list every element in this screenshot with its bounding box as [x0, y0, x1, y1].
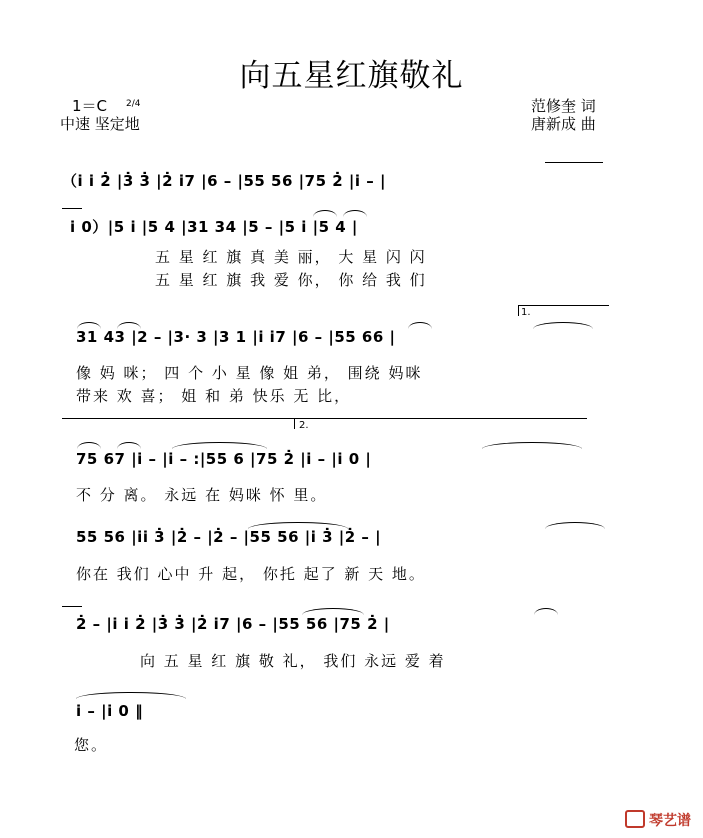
tempo-marking: 中速 坚定地 — [60, 115, 140, 133]
watermark-text: 琴艺谱 — [649, 813, 691, 829]
system-5-notes: 55 56 |ii 3̇ |2̇ – |2̇ – |55 56 |i 3̇ |2̇ – | — [76, 528, 382, 546]
system-3-lyrics-verse-2: 带来 欢 喜； 姐 和 弟 快乐 无 比， — [76, 387, 352, 405]
system-6-lyrics-verse-1: 向 五 星 红 旗 敬 礼， 我们 永远 爱 着 — [140, 652, 446, 670]
system-4-notes: 75 67 |i – |i – :|55 6 |75 2̇ |i – |i 0 | — [76, 450, 372, 468]
system-5-lyrics-verse-1: 你在 我们 心中 升 起， 你托 起了 新 天 地。 — [76, 565, 426, 583]
system-2-lyrics-verse-2: 五 星 红 旗 我 爱 你， 你 给 我 们 — [155, 271, 427, 289]
volta-1-label: 1. — [521, 307, 531, 318]
composer-credit: 唐新成 曲 — [531, 115, 596, 133]
watermark-logo — [625, 810, 691, 830]
key-signature: 1＝C — [72, 97, 108, 115]
system-2-lyrics-verse-1: 五 星 红 旗 真 美 丽， 大 星 闪 闪 — [155, 248, 427, 266]
system-2-notes: i 0）|5 i |5 4 |31 34 |5 – |5 i |5 4 | — [70, 218, 358, 236]
page-title: 向五星红旗敬礼 — [239, 58, 464, 94]
volta-2-label: 2. — [299, 420, 309, 431]
time-signature: 2/4 — [126, 99, 141, 109]
lyricist-credit: 范修奎 词 — [531, 97, 596, 115]
logo-icon — [625, 810, 645, 828]
volta-1-bracket — [518, 305, 609, 316]
system-3-lyrics-verse-1: 像 妈 咪； 四 个 小 星 像 姐 弟， 围绕 妈咪 — [76, 364, 423, 382]
system-4-lyrics-verse-1: 不 分 离。 永远 在 妈咪 怀 里。 — [76, 486, 328, 504]
volta-2-bracket — [294, 418, 587, 429]
system-7-lyrics-verse-1: 您。 — [74, 736, 109, 754]
system-3-notes: 31 43 |2 – |3· 3 |3 1 |i i7 |6 – |55 66 | — [76, 328, 396, 346]
system-7-notes: i – |i 0 ‖ — [76, 702, 144, 720]
system-6-notes: 2̇ – |i i 2̇ |3̇ 3̇ |2̇ i7 |6 – |55 56 |75 2̇ | — [76, 615, 390, 633]
system-1-notes: （i i 2̇ |3̇ 3̇ |2̇ i7 |6 – |55 56 |75 2̇ |i – | — [62, 172, 386, 190]
